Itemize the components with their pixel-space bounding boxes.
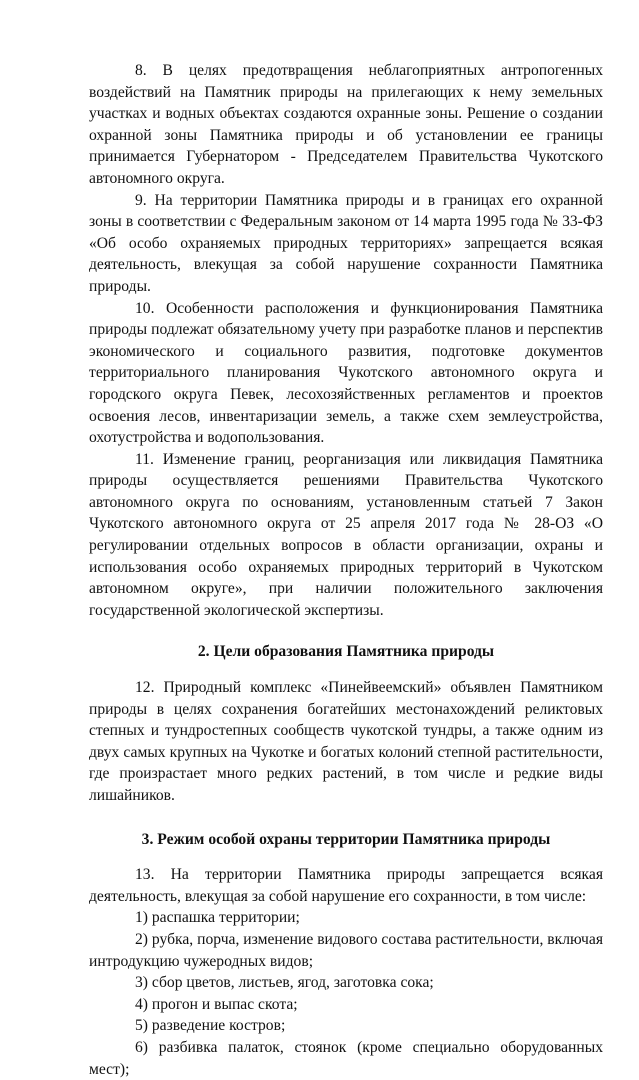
paragraph-12: 12. Природный комплекс «Пинейвеемский» объявлен Памятником природы в целях сохранения богатейших местонахождений реликтовых степных и тундростепных сообществ чукотской тундры, а также одним из двух самых крупных на Чукотке и богатых колоний степной растительности, где произрастает много редких растений, в том числе и редкие виды лишайников. — [89, 679, 603, 804]
paragraph-11: 11. Изменение границ, реорганизация или ликвидация Памятника природы осуществляется решениями Правительства Чукотского автономного округа по основаниям, установленным статьей 7 Закон Чукотского автономного округа от 25 апреля 2017 года № 28-ОЗ «О регулировании отдельных вопросов в области организации, охраны и использования особо охраняемых природных территорий в Чукотском автономном округе», при наличии положительного заключения государственной экологической экспертизы. — [89, 450, 603, 619]
list-item: 3) сбор цветов, листьев, ягод, заготовка сока; — [135, 974, 434, 992]
paragraph-9: 9. На территории Памятника природы и в границах его охранной зоны в соответствии с Федеральным законом от 14 марта 1995 года № 33-ФЗ «Об особо охраняемых природных территориях» запрещается всякая деятельность, влекущая за собой нарушение сохранности Памятника природы. — [89, 191, 603, 295]
document-page — [89, 60, 603, 1080]
list-item: 2) рубка, порча, изменение видового состава растительности, включая интродукцию чужеродных видов; — [89, 930, 603, 970]
paragraph-10: 10. Особенности расположения и функционирования Памятника природы подлежат обязательному учету при разработке планов и перспектив экономического и социального развития, подготовке документов территориального планирования Чукотского автономного округа и городского округа Певек, лесохозяйственных регламентов и проектов освоения лесов, инвентаризации земель, а также схем землеустройства, охотустройства и водопользования. — [89, 299, 603, 447]
paragraph-13: 13. На территории Памятника природы запрещается всякая деятельность, влекущая за собой нарушение его сохранности, в том числе: — [89, 866, 603, 905]
list-item: 6) разбивка палаток, стоянок (кроме специально оборудованных мест); — [89, 1038, 603, 1078]
list-item: 5) разведение костров; — [135, 1017, 286, 1035]
list-item: 4) прогон и выпас скота; — [135, 995, 298, 1013]
section-3-heading: 3. Режим особой охраны территории Памятника природы — [141, 830, 551, 848]
section-2-heading: 2. Цели образования Памятника природы — [197, 643, 495, 661]
paragraph-8: 8. В целях предотвращения неблагоприятных антропогенных воздействий на Памятник природы на прилегающих к нему земельных участках и водных объектах создаются охранные зоны. Решение о создании охранной зоны Памятника природы и об установлении ее границы принимается Губернатором - Председателем Правительства Чукотского автономного округа. — [89, 62, 603, 187]
list-item: 1) распашка территории; — [135, 909, 300, 927]
